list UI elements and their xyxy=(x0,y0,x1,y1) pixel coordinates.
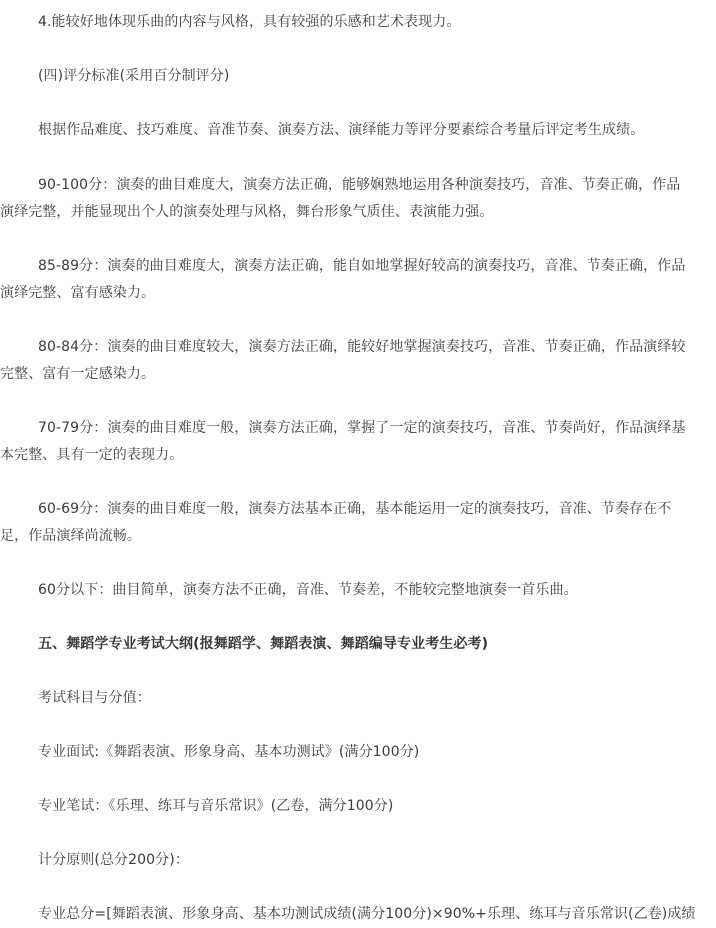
paragraph-grade-below-60: 60分以下：曲目简单，演奏方法不正确，音准、节奏差，不能较完整地演奏一首乐曲。 xyxy=(38,582,578,598)
paragraph-scoring-heading: (四)评分标准(采用百分制评分) xyxy=(38,68,230,84)
paragraph-grade-90-100: 90-100分：演奏的曲目难度大，演奏方法正确，能够娴熟地运用各种演奏技巧，音准、节奏正确，作品演绎完整，并能显现出个人的演奏处理与风格，舞台形象气质佳、表演能力强。 xyxy=(0,177,681,220)
paragraph-grade-85-89: 85-89分：演奏的曲目难度大，演奏方法正确，能自如地掌握好较高的演奏技巧，音准、节奏正确，作品演绎完整、富有感染力。 xyxy=(0,258,686,301)
section-heading-dance-syllabus: 五、舞蹈学专业考试大纲(报舞蹈学、舞蹈表演、舞蹈编导专业考生必考) xyxy=(38,636,489,652)
paragraph-scoring-basis: 根据作品难度、技巧难度、音准节奏、演奏方法、演绎能力等评分要素综合考量后评定考生成绩。 xyxy=(38,122,645,138)
paragraph-total-score-formula: 专业总分=[舞蹈表演、形象身高、基本功测试成绩(满分100分)×90%+乐理、练耳与音乐常识(乙卷)成绩 xyxy=(38,906,696,922)
paragraph-written-subject: 专业笔试：《乐理、练耳与音乐常识》(乙卷，满分100分) xyxy=(38,798,394,814)
paragraph-exam-subjects: 考试科目与分值： xyxy=(38,690,151,706)
paragraph-grade-80-84: 80-84分：演奏的曲目难度较大，演奏方法正确，能较好地掌握演奏技巧，音准、节奏正确，作品演绎较完整、富有一定感染力。 xyxy=(0,339,686,382)
paragraph-scoring-principle: 计分原则(总分200分)： xyxy=(38,852,189,868)
paragraph-performance-criterion-4: 4.能较好地体现乐曲的内容与风格，具有较强的乐感和艺术表现力。 xyxy=(38,14,461,30)
paragraph-grade-70-79: 70-79分：演奏的曲目难度一般，演奏方法正确，掌握了一定的演奏技巧，音准、节奏尚好，作品演绎基本完整、具有一定的表现力。 xyxy=(0,420,686,463)
paragraph-interview-subject: 专业面试:《舞蹈表演、形象身高、基本功测试》(满分100分) xyxy=(38,744,420,760)
paragraph-grade-60-69: 60-69分：演奏的曲目难度一般，演奏方法基本正确，基本能运用一定的演奏技巧，音准、节奏存在不足，作品演绎尚流畅。 xyxy=(0,501,672,544)
